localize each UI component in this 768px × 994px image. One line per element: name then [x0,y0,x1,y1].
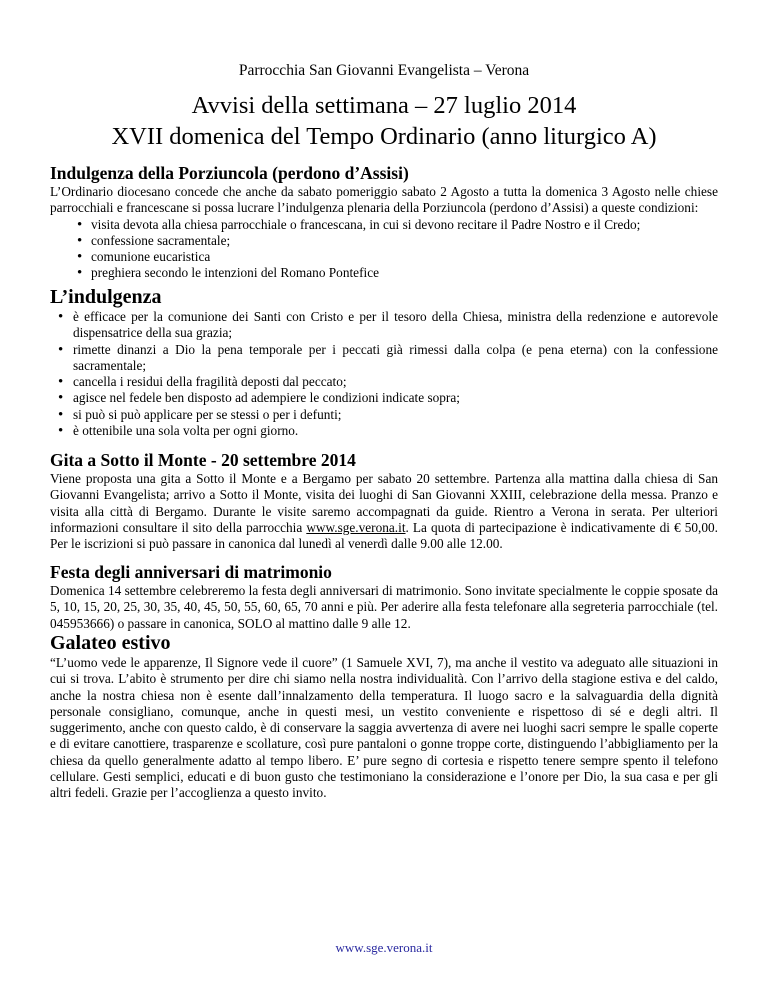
list-item: • agisce nel fedele ben disposto ad adempiere le condizioni indicate sopra; [50,390,718,406]
section-heading: Gita a Sotto il Monte - 20 settembre 2014 [50,450,356,470]
section-text: Viene proposta una gita a Sotto il Monte e a Bergamo per sabato 20 settembre. Partenza alla mattina dalla chiesa di San Giovanni Evangelista; arrivo a Sotto il Monte, visita dei luoghi di San Giovanni XXIII, celebrazione della messa. Pranzo e visita alla città di Bergamo. Durante le visite saremo accompagnati da guide. Rientro a Verona in serata. Per ulteriori informazioni consultare il sito della parrocchia www.sge.verona.it. La quota di partecipazione è indicativamente di € 50,00. Per le iscrizioni si può passare in canonica dal lunedì al venerdì dalle 9.00 alle 12.00. [50,471,718,552]
list-item: • comunione eucaristica [50,249,718,265]
section-text: Domenica 14 settembre celebreremo la festa degli anniversari di matrimonio. Sono invitate specialmente le coppie sposate da 5, 10, 15, 20, 25, 30, 35, 40, 45, 50, 55, 60, 65, 70 anni e più. Per aderire alla festa telefonare alla segreteria parrocchiale (tel. 045953666) o passare in canonica, SOLO al mattino dalle 9 alle 12. [50,583,718,631]
list-item: • rimette dinanzi a Dio la pena temporale per i peccati già rimessi dalla colpa (e pena eterna) con la confessione sacramentale; [50,342,718,375]
indulgence-list [50,309,718,439]
section-intro: L’Ordinario diocesano concede che anche da sabato pomeriggio sabato 2 Agosto a tutta la domenica 3 Agosto nelle chiese parrocchiali e francescane si possa lucrare l’indulgenza plenaria della Porziuncola (perdono d’Assisi) a queste condizioni: [50,184,718,216]
page-subtitle: XVII domenica del Tempo Ordinario (anno liturgico A) [111,123,657,150]
parish-website-link[interactable]: www.sge.verona.it [306,519,406,535]
footer-url: www.sge.verona.it [335,940,433,955]
list-item: • è ottenibile una sola volta per ogni giorno. [50,423,718,439]
list-item: • si può si può applicare per se stessi o per i defunti; [50,407,718,423]
section-indulgenza [50,285,718,439]
section-text: “L’uomo vede le apparenze, Il Signore vede il cuore” (1 Samuele XVI, 7), ma anche il vestito va adeguato alle situazioni in cui si trova. L’abito è strumento per dire chi siamo nella nostra individualità. Con l’arrivo della stagione estiva e del caldo, anche la nostra chiesa non è esente dall’innalzamento della temperatura. Il luogo sacro e la salvaguardia della dignità personale consigliano, comunque, anche in questi mesi, un vestito conveniente e rispettoso di sé e degli altri. Il suggerimento, anche con questo caldo, è di conservare la saggia avvertenza di avere nei luoghi sacri sempre le spalle coperte e di evitare canottiere, trasparenze e scollature, così pure pantaloni o gonne troppe corte, distinguendo l’abbigliamento per la chiesa da quello generalmente adatto al tempo libero. E’ pure segno di cortesia e rispetto tenere sempre spento il telefono cellulare. Gesti semplici, educati e di buon gusto che testimoniano la considerazione e l’onore per Dio, la sua casa e per gli altri fedeli. Grazie per l’accoglienza a questo invito. [50,655,718,801]
section-heading: Galateo estivo [50,632,171,654]
conditions-list [50,217,718,282]
list-item: • visita devota alla chiesa parrocchiale o francescana, in cui si devono recitare il Padre Nostro e il Credo; [50,217,718,233]
parish-name: Parrocchia San Giovanni Evangelista – Verona [238,62,530,79]
section-heading: Indulgenza della Porziuncola (perdono d’Assisi) [50,163,409,183]
list-item: • preghiera secondo le intenzioni del Romano Pontefice [50,265,718,281]
page-title: Avvisi della settimana – 27 luglio 2014 [191,92,577,119]
section-galateo [50,631,718,802]
section-anniversari [50,561,718,632]
section-heading: Festa degli anniversari di matrimonio [50,562,332,582]
section-porziuncola [50,162,718,282]
list-item: • cancella i residui della fragilità deposti dal peccato; [50,374,718,390]
section-heading: L’indulgenza [50,286,162,308]
list-item: • è efficace per la comunione dei Santi con Cristo e per il tesoro della Chiesa, ministra della redenzione e autorevole dispensatrice della sua grazia; [50,309,718,342]
section-gita [50,449,718,552]
list-item: • confessione sacramentale; [50,233,718,249]
